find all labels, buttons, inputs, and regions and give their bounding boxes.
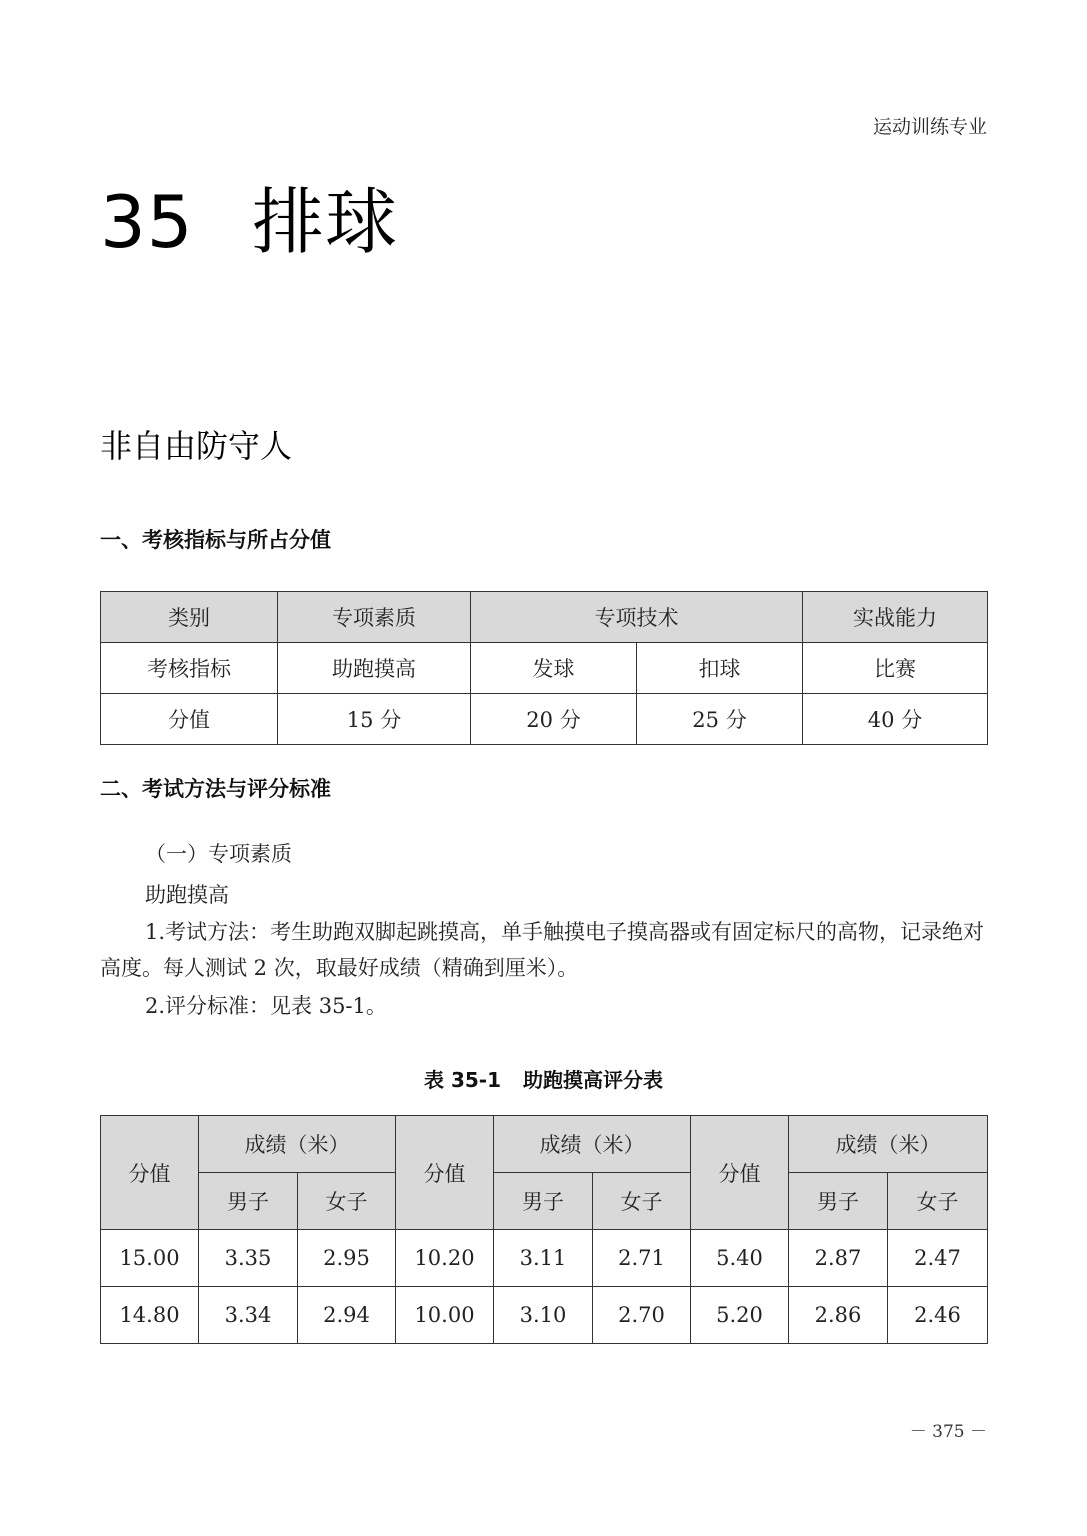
method-text: 1.考试方法：考生助跑双脚起跳摸高，单手触摸电子摸高器或有固定标尺的高物，记录绝对高度。每人测试 2 次，取最好成绩（精确到厘米）。 bbox=[100, 920, 985, 980]
table-row bbox=[101, 694, 988, 745]
table-cell: 实战能力 bbox=[803, 592, 988, 643]
table-caption bbox=[100, 1064, 987, 1096]
table-cell: 14.80 bbox=[101, 1287, 199, 1344]
table-cell: 2.86 bbox=[789, 1287, 888, 1344]
female-header: 女子 bbox=[888, 1173, 988, 1230]
table-cell: 10.00 bbox=[396, 1287, 494, 1344]
table-cell: 类别 bbox=[101, 592, 278, 643]
table-cell: 专项素质 bbox=[278, 592, 471, 643]
table-cell: 20 分 bbox=[471, 694, 637, 745]
result-header: 成绩（米） bbox=[494, 1116, 691, 1173]
table-cell: 2.47 bbox=[888, 1230, 988, 1287]
table-cell: 助跑摸高 bbox=[278, 643, 471, 694]
table-cell: 3.11 bbox=[494, 1230, 593, 1287]
indicator-table bbox=[100, 591, 988, 745]
table-cell: 分值 bbox=[101, 694, 278, 745]
standard-paragraph: 2.评分标准：见表 35-1。 bbox=[145, 994, 387, 1018]
table-cell: 5.40 bbox=[691, 1230, 789, 1287]
chapter-title bbox=[100, 178, 398, 266]
section-heading-2: 二、考试方法与评分标准 bbox=[100, 777, 331, 801]
female-header: 女子 bbox=[298, 1173, 396, 1230]
table-cell: 3.35 bbox=[199, 1230, 298, 1287]
method-paragraph bbox=[100, 914, 987, 986]
table-cell: 发球 bbox=[471, 643, 637, 694]
score-table bbox=[100, 1115, 988, 1344]
result-header: 成绩（米） bbox=[199, 1116, 396, 1173]
page-number: － 375 － bbox=[909, 1422, 987, 1442]
subtitle: 非自由防守人 bbox=[100, 427, 293, 465]
table-row bbox=[101, 1116, 988, 1173]
table-row bbox=[101, 643, 988, 694]
table-cell: 3.10 bbox=[494, 1287, 593, 1344]
running-head: 运动训练专业 bbox=[872, 116, 987, 138]
table-row bbox=[101, 1173, 988, 1230]
table-cell: 专项技术 bbox=[471, 592, 803, 643]
female-header: 女子 bbox=[593, 1173, 691, 1230]
table-cell: 2.94 bbox=[298, 1287, 396, 1344]
section-heading-1: 一、考核指标与所占分值 bbox=[100, 528, 331, 552]
table-cell: 15 分 bbox=[278, 694, 471, 745]
score-header: 分值 bbox=[691, 1116, 789, 1230]
table-cell: 3.34 bbox=[199, 1287, 298, 1344]
table-cell: 2.46 bbox=[888, 1287, 988, 1344]
table-row bbox=[101, 1287, 988, 1344]
table-cell: 10.20 bbox=[396, 1230, 494, 1287]
result-header: 成绩（米） bbox=[789, 1116, 988, 1173]
table-cell: 2.87 bbox=[789, 1230, 888, 1287]
chapter-name: 排球 bbox=[252, 180, 399, 264]
caption-title: 助跑摸高评分表 bbox=[523, 1068, 663, 1092]
table-row bbox=[101, 592, 988, 643]
table-cell: 2.70 bbox=[593, 1287, 691, 1344]
score-header: 分值 bbox=[396, 1116, 494, 1230]
table-row bbox=[101, 1230, 988, 1287]
table-cell: 扣球 bbox=[637, 643, 803, 694]
table-cell: 15.00 bbox=[101, 1230, 199, 1287]
sub-heading: （一）专项素质 bbox=[145, 842, 292, 866]
caption-number: 表 35-1 bbox=[423, 1068, 501, 1092]
male-header: 男子 bbox=[494, 1173, 593, 1230]
male-header: 男子 bbox=[789, 1173, 888, 1230]
table-cell: 5.20 bbox=[691, 1287, 789, 1344]
chapter-number: 35 bbox=[100, 180, 194, 264]
table-cell: 2.95 bbox=[298, 1230, 396, 1287]
item-title: 助跑摸高 bbox=[145, 883, 229, 907]
table-cell: 25 分 bbox=[637, 694, 803, 745]
score-header: 分值 bbox=[101, 1116, 199, 1230]
table-cell: 比赛 bbox=[803, 643, 988, 694]
table-cell: 2.71 bbox=[593, 1230, 691, 1287]
table-cell: 考核指标 bbox=[101, 643, 278, 694]
male-header: 男子 bbox=[199, 1173, 298, 1230]
table-cell: 40 分 bbox=[803, 694, 988, 745]
